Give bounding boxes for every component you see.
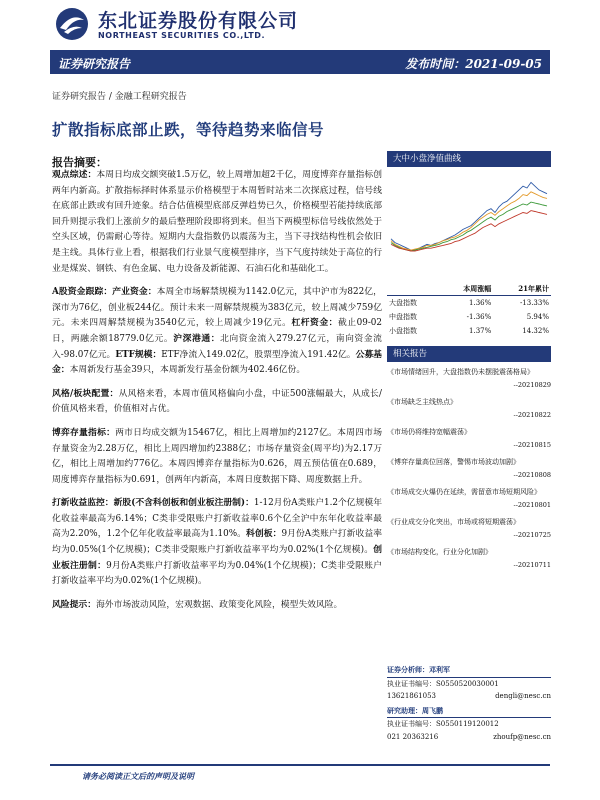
assistant-contact (387, 731, 551, 744)
table-header-cell (387, 283, 440, 296)
ipo-label: 打新收益监控： (52, 498, 114, 509)
summary-label: 报告摘要： (52, 156, 107, 169)
table-cell: 1.37% (469, 327, 492, 335)
assistant-cert: 执业证书编号：S0550119120012 (387, 720, 499, 728)
list-item[interactable] (387, 516, 551, 542)
performance-table (387, 283, 551, 338)
ipo-sub3-text: 9月份A类账户打新收益率平均为0.04%(1个亿规模)；C类非受限账户打新收益率平均为0.02%(1个亿规模)。 (52, 560, 382, 587)
game-text: 两市日均成交额为15467亿，相比上周增加约2127亿。本周四市场存量资金为2.28万亿，相比上周四增加约2388亿；市场存量资金(周平均)为2.17万亿，相比上周增加约776亿。本周四博弈存量指标为0.626，周五预估值在0.689，周度博弈存量指标为0.691，创两年内新高，本周日度数据下降、周度数据上升。 (52, 427, 382, 485)
page-title: 扩散指标底部止跌，等待趋势来临信号 (52, 120, 325, 139)
assistant-name: 研究助理：周飞鹏 (387, 705, 551, 719)
assistant-email[interactable]: zhoufp@nesc.cn (493, 732, 551, 741)
table-cell: 1.36% (469, 299, 492, 307)
list-item[interactable] (387, 546, 551, 572)
style-label: 风格/板块配置： (52, 388, 119, 399)
table-cell: -1.36% (466, 313, 492, 321)
list-item[interactable] (387, 426, 551, 452)
related-report-date: --20210711 (513, 561, 551, 569)
a-share-section (52, 285, 382, 379)
nav-line-chart (387, 167, 551, 273)
ipo-sub1-text: 1-12月份A类账户1.2个亿规模年化收益率最高为6.14%；C类非受限账户打新收益率0.6个亿全沪中东年化收益率最高为2.20%，1.2个亿年化收益率最高为1.10%。 (52, 498, 382, 540)
table-header-cell: 本周涨幅 (440, 283, 493, 296)
chart-container (387, 167, 551, 273)
publish-date: 发布时间：2021-09-05 (405, 57, 542, 71)
table-cell: 中盘指数 (389, 313, 417, 321)
leverage-text: 截止09-02日，两融余额18779.0亿元。 (52, 318, 382, 344)
analyst-contact (387, 690, 551, 703)
table-cell: 5.94% (526, 313, 549, 321)
ipo-sub2-text: 9月份A类账户打新收益率均为0.05%(1个亿规模)；C类非受限账户打新收益率平均为0.02%(1个亿规模)。 (52, 529, 382, 556)
connect-label: 沪深港通： (173, 333, 221, 344)
table-cell: 小盘指数 (389, 327, 417, 335)
series-line-1 (391, 192, 547, 250)
risk-text: 海外市场波动风险，宏观数据、政策变化风险，模型失效风险。 (96, 599, 343, 610)
ipo-sub1-label: 新股(不含科创板和创业板注册制)： (113, 498, 254, 509)
related-reports-list (387, 366, 551, 572)
related-report-title[interactable]: 《市场结构变化，行业分化加剧》 (387, 548, 492, 556)
a-share-label: A股资金跟踪： (52, 287, 113, 298)
table-cell: 大盘指数 (389, 299, 417, 307)
analyst-name: 证券分析师：邓利军 (387, 664, 551, 678)
list-item[interactable] (387, 396, 551, 422)
breadcrumb: 证券研究报告 / 金融工程研究报告 (52, 92, 187, 102)
list-item[interactable] (387, 456, 551, 482)
list-item[interactable] (387, 366, 551, 392)
assistant-phone: 021 20363216 (387, 732, 439, 741)
view-section (52, 168, 382, 277)
related-report-date: --20210808 (513, 471, 551, 479)
connect-text: 北向资金流入279.27亿元，南向资金流入-98.07亿元。 (52, 333, 382, 360)
fund-label: 公募基金： (52, 349, 382, 376)
report-banner (50, 50, 550, 74)
company-name-cn: 东北证券股份有限公司 (98, 10, 299, 32)
company-logo-icon (52, 6, 92, 42)
etf-label: ETF规模： (115, 349, 162, 360)
related-report-date: --20210725 (513, 531, 551, 539)
style-text: 从风格来看，本周市值风格偏向小盘，中证500涨幅最大，从成长/价值风格来看，价值相对占优。 (52, 388, 382, 415)
risk-label: 风险提示： (52, 599, 96, 610)
leverage-label: 杠杆资金： (291, 318, 338, 329)
company-name-en: NORTHEAST SECURITIES CO.,LTD. (98, 31, 266, 40)
game-section (52, 426, 382, 488)
table-header-row (387, 283, 551, 296)
related-report-date: --20210801 (513, 501, 551, 509)
related-report-title[interactable]: 《市场情绪回升，大盘指数仍未摆脱震荡格局》 (387, 368, 534, 376)
risk-section (52, 598, 382, 614)
analyst-phone: 13621861053 (387, 692, 436, 700)
view-text: 本周日均成交额突破1.5万亿，较上周增加超2千亿，周度博弈存量指标创两年内新高。扩散指标择时体系显示价格模型于本周暂时站来二次探底过程，信号线在底部止跌或有回升迹象。结合估值模型底部反弹趋势已久，价格模型若能持续底部回升则提示我们上涨前夕的最后整理阶段即将到来。但当下两模型标信号线依然处于空头区域，仍需耐心等待。短期内大盘指数仍以震荡为主，当下寻找结构性机会依旧是主线。具体行业上看，根据我们行业景气度模型排序，当下气度持续处于高位的行业是煤炭、钢铁、有色金属、电力设备及新能源、石油石化和基础化工。 (52, 170, 382, 274)
ipo-section (52, 496, 382, 590)
list-item[interactable] (387, 486, 551, 512)
table-row (387, 296, 551, 311)
industry-funds-text: 本周全市场解禁规模为1142.0亿元，其中沪市为822亿，深市为76亿，创业板244亿。预计未来一周解禁规模为383亿元，较上周减少759亿元。未来四周解禁规模为3540亿元，较上周减少19亿元。 (52, 287, 382, 329)
etf-text: ETF净流入149.02亿，股票型净流入191.42亿。 (161, 349, 356, 360)
table-header-cell: 21年累计 (493, 283, 551, 296)
table-cell: -13.33% (519, 299, 549, 307)
table-cell: 14.32% (522, 327, 549, 335)
table-row (387, 310, 551, 324)
related-report-date: --20210815 (513, 441, 551, 449)
series-line-0 (391, 182, 547, 250)
analyst-cert: 执业证书编号：S0550520030001 (387, 679, 499, 688)
chart-title: 大中小盘净值曲线 (387, 151, 551, 167)
fund-text: 本周新发行基金39只，本周新发行基金份额为402.46亿份。 (69, 365, 306, 376)
report-type: 证券研究报告 (58, 57, 131, 71)
analyst-block (387, 705, 551, 744)
analyst-email[interactable]: dengli@nesc.cn (495, 692, 551, 700)
game-label: 博弈存量指标： (52, 427, 116, 438)
footer-divider (50, 764, 550, 766)
analyst-block (387, 664, 551, 703)
style-section (52, 387, 382, 418)
related-report-title[interactable]: 《市场成交火爆仍在延续，需留意市场短期风险》 (387, 488, 541, 496)
related-report-title[interactable]: 《市场缺乏主线热点》 (387, 398, 457, 406)
related-report-date: --20210822 (513, 411, 551, 419)
sidebar (387, 151, 551, 572)
summary-body (52, 168, 382, 613)
footer-disclaimer[interactable]: 请务必阅读正文后的声明及说明 (82, 771, 194, 781)
related-report-title[interactable]: 《博弈存量高位回落，警惕市场波动加剧》 (387, 458, 520, 466)
related-report-title[interactable]: 《行业成交分化突出，市场或将短期震荡》 (387, 518, 520, 526)
related-report-date: --20210829 (513, 381, 551, 389)
related-reports-title: 相关报告 (387, 346, 551, 362)
ipo-sub3-label: 创业板注册制： (52, 545, 382, 571)
related-report-title[interactable]: 《市场仍将维持宽幅震荡》 (387, 428, 471, 436)
industry-funds-label: 产业资金： (112, 287, 157, 298)
view-label: 观点综述： (52, 170, 97, 180)
ipo-sub2-label: 科创板： (246, 529, 282, 540)
table-row (387, 324, 551, 338)
analyst-info (387, 664, 551, 743)
